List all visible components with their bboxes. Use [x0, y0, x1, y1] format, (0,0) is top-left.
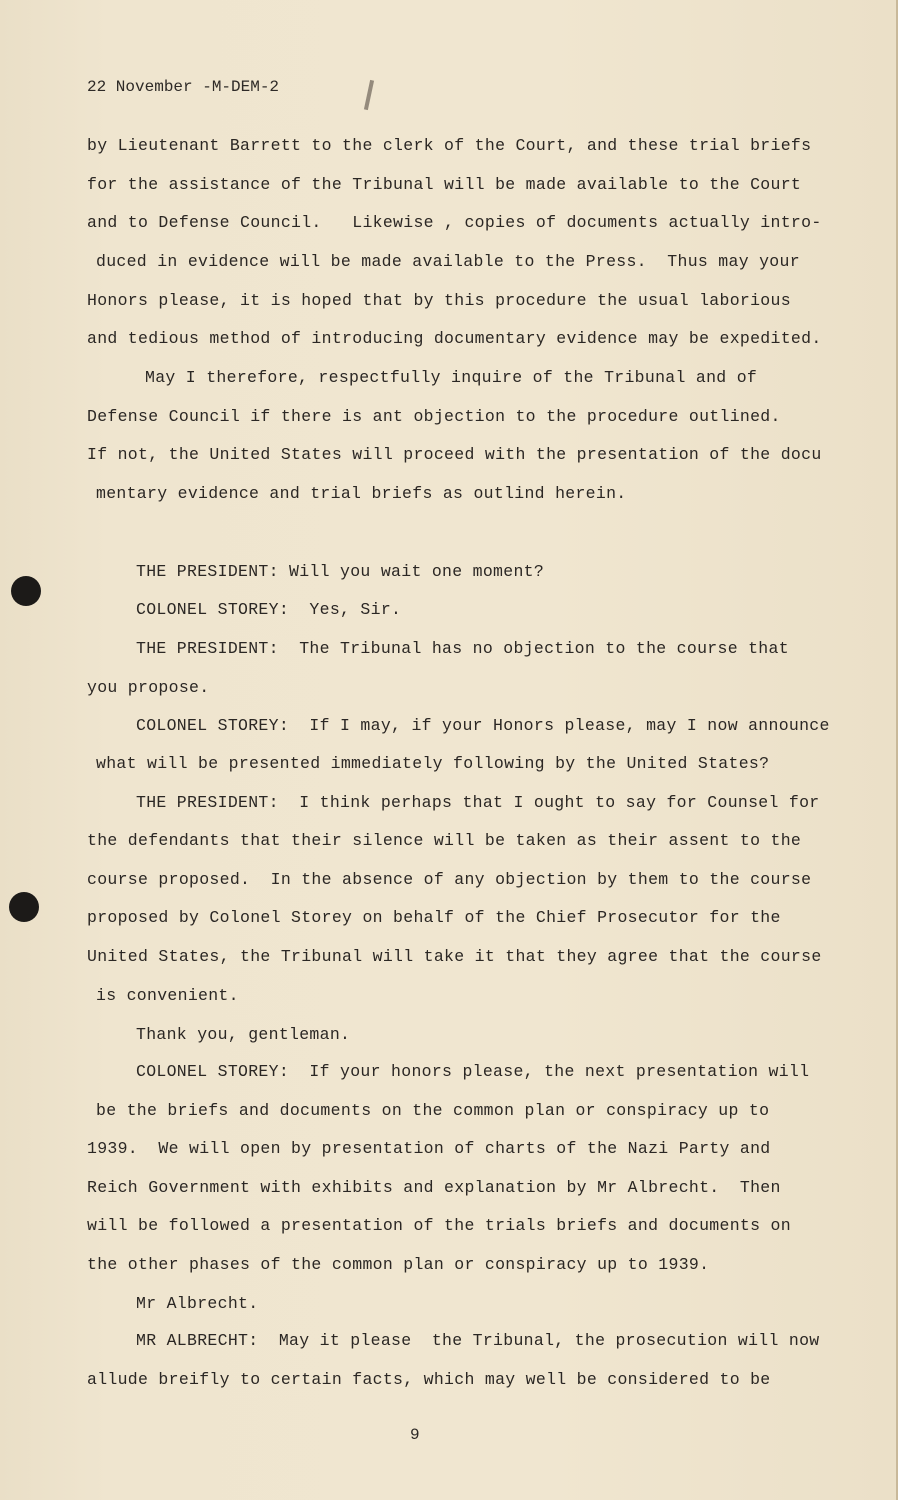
text-line: will be followed a presentation of the trials briefs and documents on: [87, 1216, 791, 1235]
text-line: what will be presented immediately following by the United States?: [96, 754, 770, 773]
text-line: you propose.: [87, 678, 210, 697]
text-line: Defense Council if there is ant objection to the procedure outlined.: [87, 407, 781, 426]
text-line: mentary evidence and trial briefs as outlind herein.: [96, 484, 627, 503]
text-line: THE PRESIDENT: I think perhaps that I ought to say for Counsel for: [136, 793, 820, 812]
text-line: United States, the Tribunal will take it that they agree that the course: [87, 947, 822, 966]
text-line: Reich Government with exhibits and explanation by Mr Albrecht. Then: [87, 1178, 781, 1197]
text-line: the other phases of the common plan or conspiracy up to 1939.: [87, 1255, 710, 1274]
text-line: COLONEL STOREY: Yes, Sir.: [136, 600, 402, 619]
text-line: Thank you, gentleman.: [136, 1025, 351, 1044]
text-line: COLONEL STOREY: If your honors please, the next presentation will: [136, 1062, 810, 1081]
text-line: If not, the United States will proceed with the presentation of the docu: [87, 445, 822, 464]
text-line: THE PRESIDENT: The Tribunal has no objection to the course that: [136, 639, 789, 658]
text-line: is convenient.: [96, 986, 239, 1005]
text-line: THE PRESIDENT: Will you wait one moment?: [136, 562, 545, 581]
text-line: COLONEL STOREY: If I may, if your Honors please, may I now announce: [136, 716, 830, 735]
text-line: course proposed. In the absence of any objection by them to the course: [87, 870, 812, 889]
text-line: be the briefs and documents on the common plan or conspiracy up to: [96, 1101, 770, 1120]
text-line: and to Defense Council. Likewise , copies of documents actually intro-: [87, 213, 822, 232]
punch-hole-top: [11, 576, 41, 606]
text-line: MR ALBRECHT: May it please the Tribunal, the prosecution will now: [136, 1331, 820, 1350]
text-line: 1939. We will open by presentation of charts of the Nazi Party and: [87, 1139, 771, 1158]
text-line: Mr Albrecht.: [136, 1294, 259, 1313]
pencil-mark: [364, 80, 374, 110]
text-line: and tedious method of introducing documentary evidence may be expedited.: [87, 329, 822, 348]
text-line: Honors please, it is hoped that by this procedure the usual laborious: [87, 291, 791, 310]
text-line: the defendants that their silence will be taken as their assent to the: [87, 831, 802, 850]
text-line: by Lieutenant Barrett to the clerk of the Court, and these trial briefs: [87, 136, 812, 155]
punch-hole-bottom: [9, 892, 39, 922]
text-line: duced in evidence will be made available to the Press. Thus may your: [96, 252, 800, 271]
text-line: proposed by Colonel Storey on behalf of the Chief Prosecutor for the: [87, 908, 781, 927]
text-line: for the assistance of the Tribunal will be made available to the Court: [87, 175, 802, 194]
text-line: allude breifly to certain facts, which may well be considered to be: [87, 1370, 771, 1389]
page-number: 9: [410, 1426, 420, 1444]
text-line: May I therefore, respectfully inquire of the Tribunal and of: [145, 368, 758, 387]
page-header: 22 November -M-DEM-2: [87, 78, 280, 96]
